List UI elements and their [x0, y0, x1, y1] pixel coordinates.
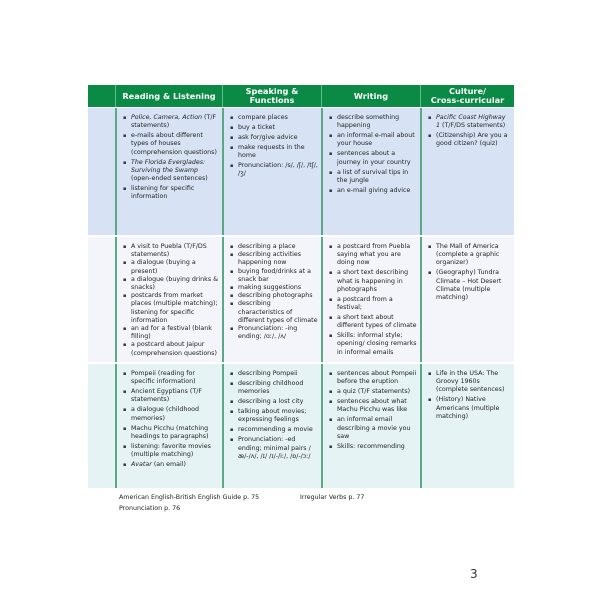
list-item: ▪ buy a ticket — [230, 124, 318, 132]
list-item: ▪ Avatar (an email) — [123, 461, 219, 469]
cell-culture — [420, 108, 514, 235]
list-item: ▪ describe something happening — [329, 114, 417, 130]
list-item: ▪ sentences about a journey in your country — [329, 150, 417, 166]
list-item: ▪ sentences about Pompeii before the eruption — [329, 370, 417, 386]
cell-speaking — [222, 237, 321, 362]
list-item: ▪ (History) Native Americans (multiple matching) — [428, 396, 511, 421]
cell-culture — [420, 364, 514, 488]
table-row — [88, 364, 514, 488]
header-culture: Culture/ Cross-curricular — [420, 85, 514, 107]
list-item: ▪ describing photographs — [230, 292, 318, 300]
list-item: ▪ Skills: informal style; opening/ closing remarks in informal emails — [329, 332, 417, 357]
cell-speaking — [222, 108, 321, 235]
footer-guide: American English-British English Guide p. 75 — [119, 494, 260, 501]
list-item: ▪ Pronunciation: /s/, /ʃ/, /tʃ/, /ʒ/ — [230, 162, 318, 178]
table-row — [88, 108, 514, 235]
list-item: ▪ an informal e-mail about your house — [329, 132, 417, 148]
cell-writing — [321, 108, 420, 235]
list-item: ▪ A visit to Puebla (T/F/DS statements) — [123, 243, 219, 259]
list-item: ▪ listening for specific information — [123, 185, 219, 201]
list-item: ▪ describing a place — [230, 243, 318, 251]
cell-writing — [321, 237, 420, 362]
list-item: ▪ making suggestions — [230, 284, 318, 292]
list-item: ▪ describing activities happening now — [230, 251, 318, 267]
cell-reading — [115, 364, 222, 488]
page-number: 3 — [470, 567, 478, 581]
list-item: ▪ describing childhood memories — [230, 380, 318, 396]
cell-culture — [420, 237, 514, 362]
list-item: ▪ buying food/drinks at a snack bar — [230, 268, 318, 284]
list-item: ▪ a short text about different types of climate — [329, 314, 417, 330]
list-item: ▪ Life in the USA: The Groovy 1960s (complete sentences) — [428, 370, 511, 395]
list-item: ▪ describing characteristics of different types of climate — [230, 300, 318, 325]
list-item: ▪ a quiz (T/F statements) — [329, 388, 417, 396]
list-item: ▪ Machu Picchu (matching headings to paragraphs) — [123, 425, 219, 441]
header-speaking: Speaking & Functions — [222, 85, 321, 107]
list-item: ▪ sentences about what Machu Picchu was like — [329, 398, 417, 414]
list-item: ▪ an e-mail giving advice — [329, 187, 417, 195]
list-item: ▪ (Citizenship) Are you a good citizen? (quiz) — [428, 132, 511, 148]
list-item: ▪ a postcard about Jaipur (comprehension questions) — [123, 341, 219, 357]
list-item: ▪ a postcard from a festival; — [329, 296, 417, 312]
list-item: ▪ Skills: recommending — [329, 443, 417, 451]
list-item: ▪ recommending a movie — [230, 426, 318, 434]
list-item: ▪ a dialogue (buying a present) — [123, 259, 219, 275]
list-item: ▪ talking about movies; expressing feelings — [230, 408, 318, 424]
list-item: ▪ e-mails about different types of houses (comprehension questions) — [123, 132, 219, 157]
cell-reading — [115, 108, 222, 235]
header-writing: Writing — [321, 85, 420, 107]
list-item: ▪ (Geography) Tundra Climate – Hot Desert Climate (multiple matching) — [428, 269, 511, 302]
list-item: ▪ Pronunciation: -ed ending; minimal pairs /æ/-/ʌ/, /ɪ/ /ɪ/-/iː/, /ɒ/-/ɔː/ — [230, 436, 318, 461]
list-item: ▪ postcards from market places (multiple matching); listening for specific information — [123, 292, 219, 325]
list-item: ▪ compare places — [230, 114, 318, 122]
list-item: ▪ a dialogue (buying drinks & snacks) — [123, 276, 219, 292]
list-item: ▪ an informal email describing a movie you saw — [329, 416, 417, 441]
list-item: ▪ Pompeii (reading for specific information) — [123, 370, 219, 386]
list-item: ▪ describing Pompeii — [230, 370, 318, 378]
list-item: ▪ Pacific Coast Highway 1 (T/F/DS statements) — [428, 114, 511, 130]
cell-reading — [115, 237, 222, 362]
footer-pronunciation: Pronunciation p. 76 — [119, 505, 181, 512]
list-item: ▪ The Florida Everglades: Surviving the Swamp (open-ended sentences) — [123, 159, 219, 184]
header-reading: Reading & Listening — [115, 85, 222, 107]
list-item: ▪ Pronunciation: -ing ending; /ɑː/, /ʌ/ — [230, 325, 318, 341]
list-item: ▪ a list of survival tips in the jungle — [329, 169, 417, 185]
list-item: ▪ make requests in the home — [230, 144, 318, 160]
list-item: ▪ listening: favorite movies (multiple matching) — [123, 443, 219, 459]
list-item: ▪ The Mall of America (complete a graphic organizer) — [428, 243, 511, 268]
list-item: ▪ a postcard from Puebla saying what you are doing now — [329, 243, 417, 268]
table-header — [88, 85, 514, 107]
cell-writing — [321, 364, 420, 488]
list-item: ▪ describing a lost city — [230, 398, 318, 406]
list-item: ▪ ask for/give advice — [230, 134, 318, 142]
footer-verbs: Irregular Verbs p. 77 — [300, 494, 365, 501]
row-blank-cell — [88, 108, 115, 235]
list-item: ▪ a short text describing what is happening in photographs — [329, 269, 417, 294]
header-blank — [88, 85, 115, 107]
scope-table — [88, 85, 514, 490]
list-item: ▪ a dialogue (childhood memories) — [123, 406, 219, 422]
list-item: ▪ Police, Camera, Action (T/F statements) — [123, 114, 219, 130]
table-row — [88, 237, 514, 362]
list-item: ▪ Ancient Egyptians (T/F statements) — [123, 388, 219, 404]
cell-speaking — [222, 364, 321, 488]
row-blank-cell — [88, 237, 115, 362]
row-blank-cell — [88, 364, 115, 488]
list-item: ▪ an ad for a festival (blank filling) — [123, 325, 219, 341]
